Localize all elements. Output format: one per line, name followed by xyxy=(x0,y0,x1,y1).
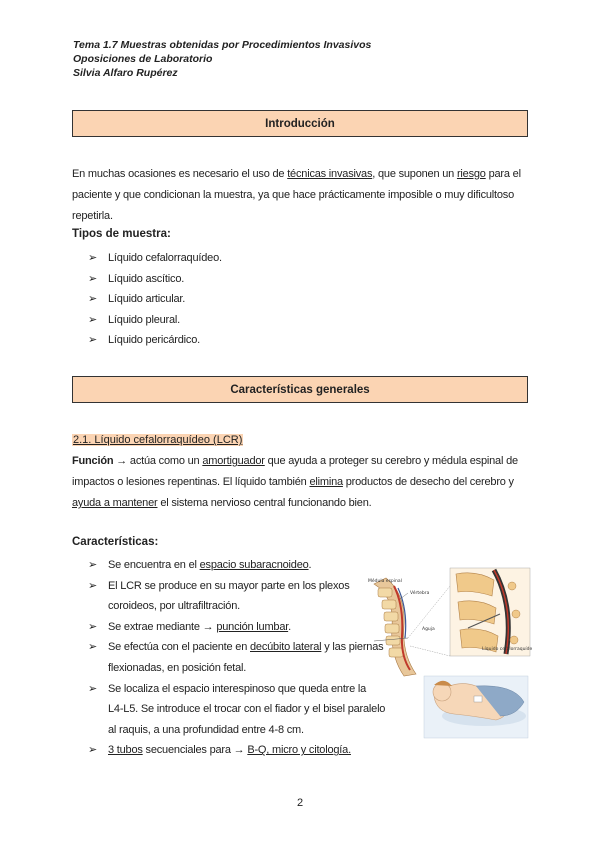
types-list xyxy=(88,248,222,351)
function-text-4: el sistema nervioso central funcionando bien. xyxy=(157,497,372,509)
list-item-text: L4-L5. Se introduce el trocar con el fiador y el bisel paralelo xyxy=(108,703,386,716)
list-item xyxy=(88,576,385,617)
function-label: Función xyxy=(72,455,114,467)
term-espacio-subaracnoideo: espacio subaracnoideo xyxy=(199,559,309,571)
list-item-text: Se extrae mediante → xyxy=(108,620,217,633)
intro-text-2: , que suponen un xyxy=(372,168,457,180)
general-banner-label: Características generales xyxy=(230,383,370,396)
header-author: Silvia Alfaro Rupérez xyxy=(73,67,178,79)
bullet-arrow-icon: ➢ xyxy=(88,272,98,285)
list-item-text: Líquido pericárdico. xyxy=(108,334,201,346)
label-medula: Médula espinal xyxy=(368,579,402,584)
term-puncion-lumbar: punción lumbar xyxy=(216,620,289,633)
bullet-arrow-icon: ➢ xyxy=(88,682,98,695)
general-banner xyxy=(72,376,528,403)
bullet-arrow-icon: ➢ xyxy=(88,579,98,592)
lumbar-puncture-icon xyxy=(364,566,532,741)
intro-term-riesgo: riesgo xyxy=(456,168,486,180)
characteristics-title: Características: xyxy=(72,536,159,548)
bullet-arrow-icon: ➢ xyxy=(88,252,98,264)
function-text-1: actúa como un xyxy=(127,455,203,467)
header-subtitle: Oposiciones de Laboratorio xyxy=(73,53,213,65)
list-item-text: flexionadas, en posición fetal. xyxy=(108,661,247,674)
bullet-arrow-icon: ➢ xyxy=(88,641,98,654)
header-title: Tema 1.7 Muestras obtenidas por Procedimientos Invasivos xyxy=(73,39,372,51)
lumbar-puncture-illustration xyxy=(364,566,532,741)
arrow-icon: → xyxy=(116,455,128,467)
bullet-arrow-icon: ➢ xyxy=(88,313,98,326)
list-item-text: y las piernas xyxy=(321,641,384,654)
list-item-text: Líquido pleural. xyxy=(108,313,181,326)
list-item-text: Se encuentra en el xyxy=(108,559,200,571)
function-text-2: que ayuda a proteger su cerebro y médula espinal de impactos o lesiones repentinas. El líquido también xyxy=(72,455,518,488)
document-header xyxy=(73,38,371,80)
term-3-tubos: 3 tubos xyxy=(108,744,143,757)
list-item xyxy=(88,679,385,741)
characteristics-list xyxy=(88,555,385,761)
list-item-text: Se localiza el espacio interespinoso que queda entre la xyxy=(108,682,367,695)
function-term-elimina: elimina xyxy=(309,476,343,488)
intro-banner xyxy=(72,110,528,137)
intro-text-1: En muchas ocasiones es necesario el uso de xyxy=(72,168,288,180)
function-term-amortiguador: amortiguador xyxy=(202,455,265,467)
bullet-arrow-icon: ➢ xyxy=(88,620,98,633)
label-aguja: Aguja xyxy=(422,627,435,632)
term-decubito-lateral: decúbito lateral xyxy=(250,641,322,654)
list-item xyxy=(88,637,385,678)
list-item-text: Líquido cefalorraquídeo. xyxy=(108,252,222,264)
section-title-lcr[interactable]: 2.1. Líquido cefalorraquídeo (LCR) xyxy=(73,434,243,446)
list-item xyxy=(88,330,222,351)
intro-term-tecnicas: técnicas invasivas xyxy=(287,168,373,180)
page-number: 2 xyxy=(296,797,304,809)
bullet-arrow-icon: ➢ xyxy=(88,293,98,305)
function-paragraph xyxy=(72,451,528,514)
list-item-text: . xyxy=(288,620,291,633)
intro-paragraph xyxy=(72,164,528,227)
list-item xyxy=(88,555,385,576)
function-term-mantener: ayuda a mantener xyxy=(72,497,158,509)
list-item-text: El LCR se produce en su mayor parte en los plexos xyxy=(108,579,350,592)
types-title: Tipos de muestra: xyxy=(72,228,171,240)
list-item-text: al raquis, a una profundidad entre 4-8 cm. xyxy=(108,723,304,736)
list-item xyxy=(88,740,385,761)
list-item-text: coroideos, por ultrafiltración. xyxy=(108,600,240,613)
list-item-text: Líquido articular. xyxy=(108,293,186,305)
label-vertebra: Vértebra xyxy=(410,591,430,596)
intro-text-3: para el paciente y que condicionan la muestra, ya que hace prácticamente imposible o muy dificultoso repetirla. xyxy=(72,168,521,222)
list-item xyxy=(88,617,385,638)
term-bq-micro-citologia: B-Q, micro y citología. xyxy=(247,744,351,757)
list-item xyxy=(88,289,222,310)
list-item-text: secuenciales para → xyxy=(142,744,248,757)
label-lcr: Líquido cefalorraquídeo xyxy=(482,647,532,652)
list-item-text: Líquido ascítico. xyxy=(108,272,185,285)
function-text-3: productos de desecho del cerebro y xyxy=(342,476,514,488)
list-item-text: Se efectúa con el paciente en xyxy=(108,641,250,654)
list-item xyxy=(88,269,222,290)
bullet-arrow-icon: ➢ xyxy=(88,334,98,346)
list-item-text: . xyxy=(308,559,312,571)
list-item xyxy=(88,310,222,331)
intro-banner-label: Introducción xyxy=(265,117,335,130)
bullet-arrow-icon: ➢ xyxy=(88,744,98,757)
list-item xyxy=(88,248,222,269)
bullet-arrow-icon: ➢ xyxy=(88,559,98,571)
